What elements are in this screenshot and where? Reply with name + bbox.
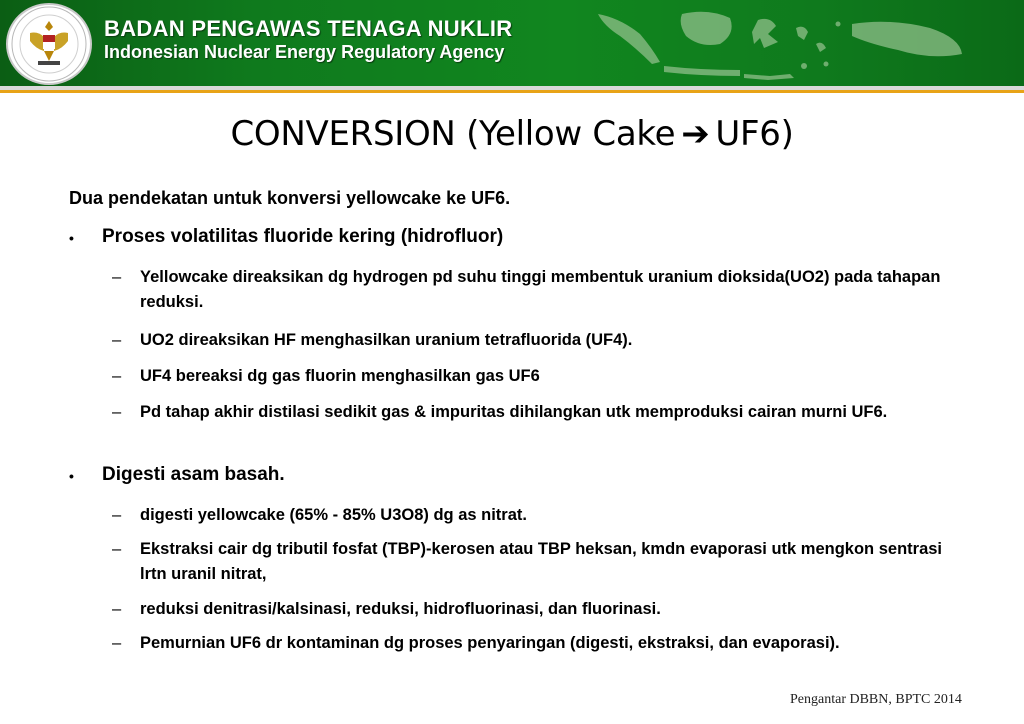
- dash-icon: –: [112, 506, 122, 524]
- list-item-text: UF4 bereaksi dg gas fluorin menghasilkan gas UF6: [140, 367, 540, 385]
- list-item: [112, 265, 962, 315]
- bullet-icon: •: [69, 230, 74, 246]
- intro-text: Dua pendekatan untuk konversi yellowcake ke UF6.: [69, 188, 511, 208]
- title-text-start: CONVERSION (Yellow Cake: [230, 114, 676, 154]
- list-item: [112, 597, 962, 622]
- bullet-icon: •: [69, 468, 74, 484]
- list-item-text: Ekstraksi cair dg tributil fosfat (TBP)-kerosen atau TBP heksan, kmdn evaporasi utk mengkon sentrasi lrtn uranil nitrat,: [140, 540, 943, 583]
- slide-title: [0, 114, 1024, 154]
- dash-icon: –: [112, 634, 122, 652]
- dash-icon: –: [112, 403, 122, 421]
- section-heading-text: Proses volatilitas fluoride kering (hidrofluor): [102, 226, 504, 247]
- list-item: [112, 537, 962, 587]
- list-item-text: digesti yellowcake (65% - 85% U3O8) dg as nitrat.: [140, 506, 527, 524]
- banner-divider-gold: [0, 90, 1024, 93]
- list-item-text: Yellowcake direaksikan dg hydrogen pd suhu tinggi membentuk uranium dioksida(UO2) pada tahapan reduksi.: [140, 268, 941, 311]
- dash-icon: –: [112, 367, 122, 385]
- dash-icon: –: [112, 268, 122, 286]
- agency-name-english: Indonesian Nuclear Energy Regulatory Agency: [104, 42, 505, 62]
- agency-name: BADAN PENGAWAS TENAGA NUKLIR: [104, 16, 513, 41]
- list-item-text: Pemurnian UF6 dr kontaminan dg proses penyaringan (digesti, ekstraksi, dan evaporasi).: [140, 634, 840, 652]
- list-item: [112, 631, 962, 656]
- list-item: [112, 400, 962, 425]
- title-text-end: UF6): [715, 114, 794, 154]
- header-banner: [0, 0, 1024, 86]
- indonesia-map-icon: [590, 4, 1020, 84]
- dash-icon: –: [112, 331, 122, 349]
- section-heading-text: Digesti asam basah.: [102, 464, 285, 485]
- list-item: [112, 503, 962, 528]
- list-item: [112, 328, 962, 353]
- right-arrow-icon: ➔: [681, 114, 710, 154]
- list-item-text: Pd tahap akhir distilasi sedikit gas & impuritas dihilangkan utk memproduksi cairan murni UF6.: [140, 403, 888, 421]
- list-item-text: reduksi denitrasi/kalsinasi, reduksi, hidrofluorinasi, dan fluorinasi.: [140, 600, 661, 618]
- garuda-emblem-logo: [6, 3, 92, 85]
- list-item-text: UO2 direaksikan HF menghasilkan uranium tetrafluorida (UF4).: [140, 331, 633, 349]
- footer-text: Pengantar DBBN, BPTC 2014: [790, 692, 962, 707]
- dash-icon: –: [112, 600, 122, 618]
- list-item: [112, 364, 962, 389]
- dash-icon: –: [112, 540, 122, 558]
